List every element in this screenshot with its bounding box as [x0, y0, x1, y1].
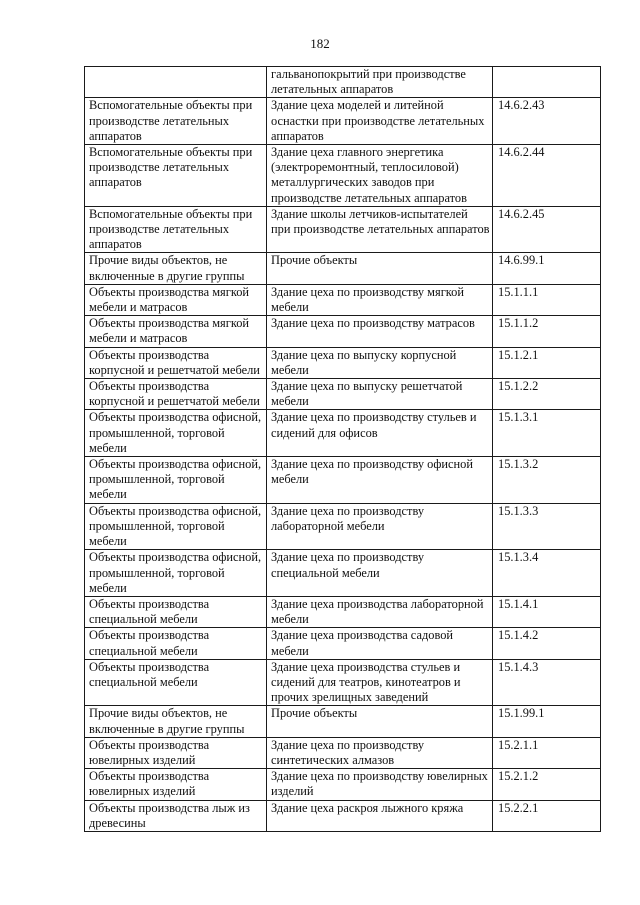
object-code-cell: 15.2.1.2: [493, 769, 601, 800]
table-row: [85, 769, 601, 800]
table-body: [85, 67, 601, 832]
object-description-cell: Здание цеха производства садовой мебели: [267, 628, 493, 659]
object-code-cell: 15.1.3.1: [493, 410, 601, 457]
object-code-cell: 14.6.2.45: [493, 206, 601, 253]
object-description-cell: Здание цеха по производству мягкой мебели: [267, 284, 493, 315]
object-code-cell: 15.1.3.2: [493, 457, 601, 504]
object-category-cell: Вспомогательные объекты при производстве летательных аппаратов: [85, 145, 267, 207]
object-category-cell: Объекты производства мягкой мебели и матрасов: [85, 316, 267, 347]
object-code-cell: 14.6.2.43: [493, 98, 601, 145]
classification-table: [84, 66, 601, 832]
object-code-cell: 15.1.2.1: [493, 347, 601, 378]
object-category-cell: Объекты производства ювелирных изделий: [85, 737, 267, 768]
table-row: [85, 98, 601, 145]
object-code-cell: 15.1.1.2: [493, 316, 601, 347]
object-description-cell: Здание цеха производства лабораторной мебели: [267, 596, 493, 627]
object-code-cell: [493, 67, 601, 98]
table-row: [85, 145, 601, 207]
object-code-cell: 15.1.3.4: [493, 550, 601, 597]
object-category-cell: Прочие виды объектов, не включенные в другие группы: [85, 706, 267, 737]
object-category-cell: Объекты производства офисной, промышленной, торговой мебели: [85, 410, 267, 457]
object-description-cell: Здание школы летчиков-испытателей при производстве летательных аппаратов: [267, 206, 493, 253]
table-row: [85, 457, 601, 504]
table-row: [85, 800, 601, 831]
object-category-cell: Объекты производства специальной мебели: [85, 628, 267, 659]
table-row: [85, 253, 601, 284]
object-description-cell: Здание цеха по производству ювелирных изделий: [267, 769, 493, 800]
object-category-cell: Объекты производства специальной мебели: [85, 659, 267, 706]
table-row: [85, 67, 601, 98]
object-code-cell: 15.2.2.1: [493, 800, 601, 831]
object-description-cell: Здание цеха по производству матрасов: [267, 316, 493, 347]
object-description-cell: гальванопокрытий при производстве летательных аппаратов: [267, 67, 493, 98]
table-row: [85, 550, 601, 597]
object-code-cell: 15.1.3.3: [493, 503, 601, 550]
object-code-cell: 15.2.1.1: [493, 737, 601, 768]
object-description-cell: Здание цеха по выпуску корпусной мебели: [267, 347, 493, 378]
table-row: [85, 379, 601, 410]
object-code-cell: 15.1.1.1: [493, 284, 601, 315]
object-category-cell: Объекты производства офисной, промышленной, торговой мебели: [85, 503, 267, 550]
object-description-cell: Здание цеха по производству стульев и сидений для офисов: [267, 410, 493, 457]
table-row: [85, 737, 601, 768]
table-row: [85, 706, 601, 737]
object-category-cell: Объекты производства мягкой мебели и матрасов: [85, 284, 267, 315]
object-description-cell: Здание цеха по производству лабораторной мебели: [267, 503, 493, 550]
object-category-cell: Вспомогательные объекты при производстве летательных аппаратов: [85, 98, 267, 145]
object-code-cell: 15.1.2.2: [493, 379, 601, 410]
object-description-cell: Здание цеха по производству специальной мебели: [267, 550, 493, 597]
object-category-cell: Объекты производства ювелирных изделий: [85, 769, 267, 800]
object-category-cell: [85, 67, 267, 98]
object-description-cell: Здание цеха главного энергетика (электроремонтный, теплосиловой) металлургических заводов при производстве летательных аппаратов: [267, 145, 493, 207]
table-row: [85, 316, 601, 347]
object-code-cell: 15.1.4.1: [493, 596, 601, 627]
object-category-cell: Объекты производства офисной, промышленной, торговой мебели: [85, 550, 267, 597]
object-category-cell: Объекты производства лыж из древесины: [85, 800, 267, 831]
table-row: [85, 284, 601, 315]
object-description-cell: Прочие объекты: [267, 706, 493, 737]
object-category-cell: Объекты производства корпусной и решетчатой мебели: [85, 379, 267, 410]
table-row: [85, 659, 601, 706]
object-description-cell: Здание цеха производства стульев и сидений для театров, кинотеатров и прочих зрелищных заведений: [267, 659, 493, 706]
object-code-cell: 15.1.4.2: [493, 628, 601, 659]
table-row: [85, 628, 601, 659]
table-row: [85, 596, 601, 627]
object-code-cell: 15.1.99.1: [493, 706, 601, 737]
table-row: [85, 410, 601, 457]
page-number: 182: [310, 36, 330, 51]
object-description-cell: Здание цеха моделей и литейной оснастки при производстве летательных аппаратов: [267, 98, 493, 145]
table-row: [85, 347, 601, 378]
object-description-cell: Здание цеха раскроя лыжного кряжа: [267, 800, 493, 831]
object-description-cell: Здание цеха по производству синтетических алмазов: [267, 737, 493, 768]
table-row: [85, 503, 601, 550]
object-category-cell: Объекты производства офисной, промышленной, торговой мебели: [85, 457, 267, 504]
object-code-cell: 14.6.99.1: [493, 253, 601, 284]
object-code-cell: 15.1.4.3: [493, 659, 601, 706]
object-description-cell: Здание цеха по производству офисной мебели: [267, 457, 493, 504]
object-category-cell: Вспомогательные объекты при производстве летательных аппаратов: [85, 206, 267, 253]
object-description-cell: Прочие объекты: [267, 253, 493, 284]
object-description-cell: Здание цеха по выпуску решетчатой мебели: [267, 379, 493, 410]
object-category-cell: Прочие виды объектов, не включенные в другие группы: [85, 253, 267, 284]
object-category-cell: Объекты производства корпусной и решетчатой мебели: [85, 347, 267, 378]
object-category-cell: Объекты производства специальной мебели: [85, 596, 267, 627]
object-code-cell: 14.6.2.44: [493, 145, 601, 207]
table-row: [85, 206, 601, 253]
